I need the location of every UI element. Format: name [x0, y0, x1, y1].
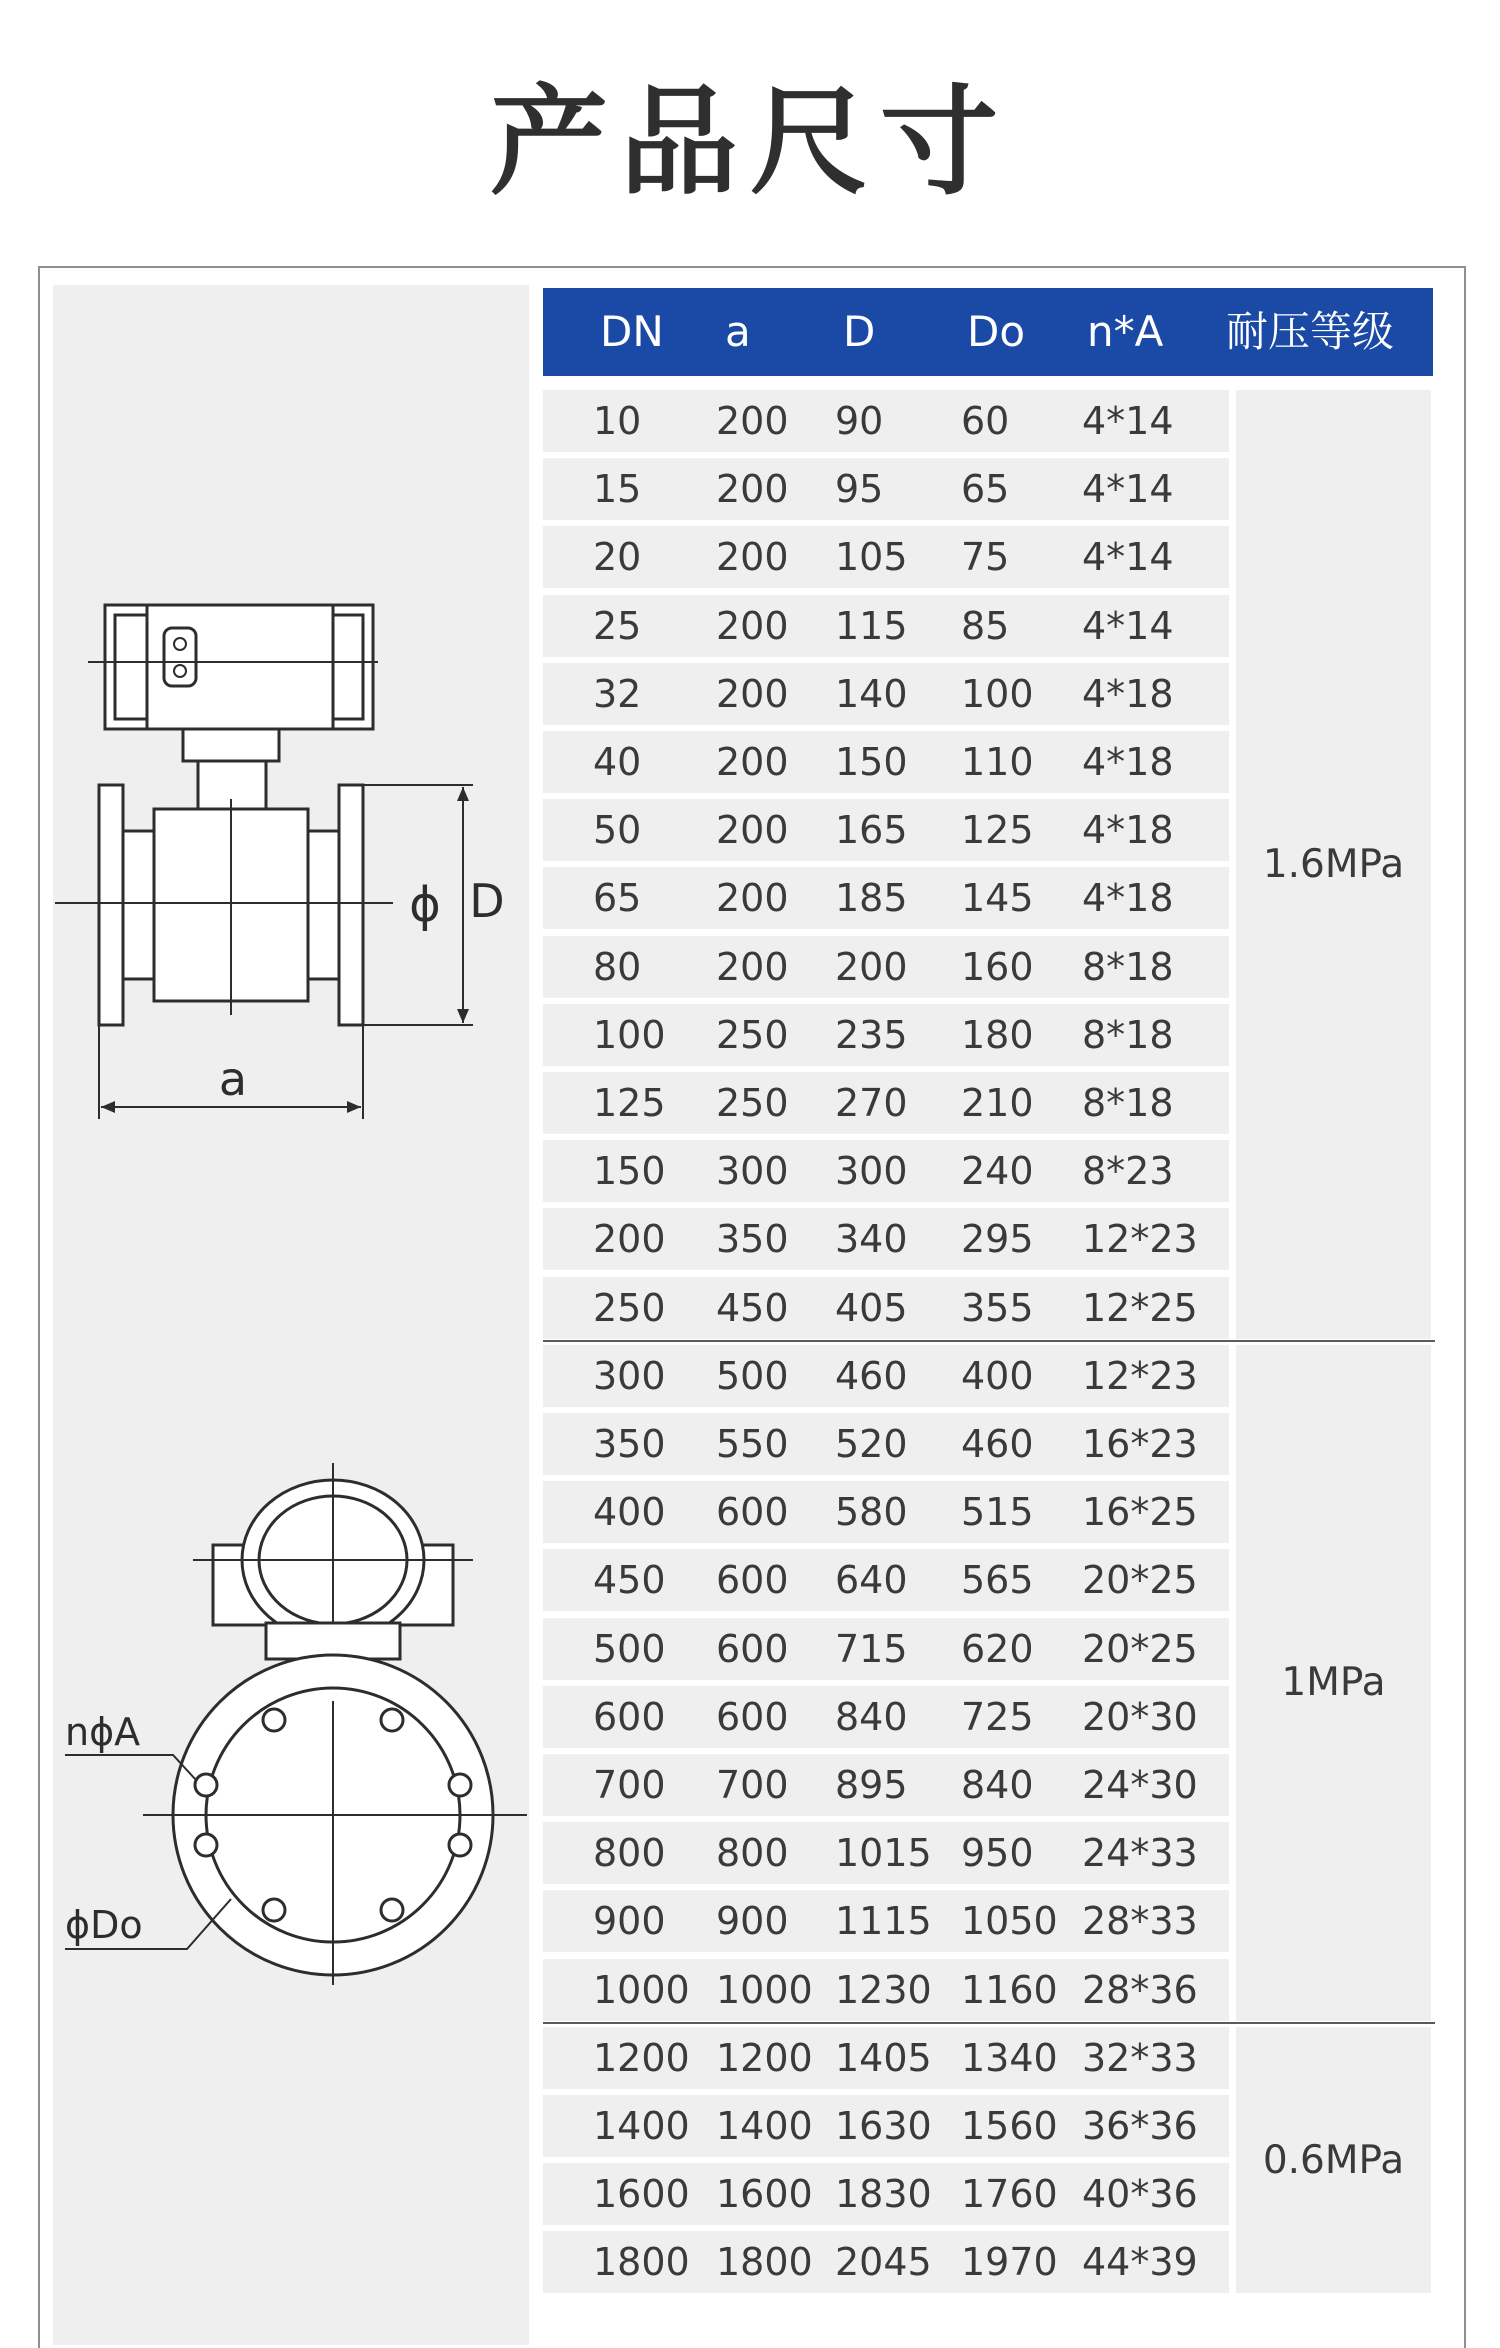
- cell-d: 2045: [835, 2240, 932, 2285]
- pressure-group: [1236, 390, 1431, 1339]
- cell-d: 200: [835, 944, 908, 989]
- cell-a: 300: [716, 1149, 789, 1194]
- cell-a: 200: [716, 876, 789, 921]
- cell-na: 12*25: [1082, 1285, 1198, 1330]
- phi-label: ϕ: [409, 877, 441, 933]
- cell-a: 600: [716, 1694, 789, 1739]
- cell-do: 125: [961, 808, 1034, 853]
- table-row: [543, 2027, 1229, 2089]
- cell-a: 200: [716, 740, 789, 784]
- cell-dn: 400: [593, 1490, 666, 1535]
- header-do: Do: [967, 307, 1026, 356]
- cell-dn: 125: [593, 1081, 666, 1125]
- cell-a: 200: [716, 944, 789, 989]
- cell-do: 400: [961, 1353, 1034, 1398]
- cell-a: 600: [716, 1490, 789, 1535]
- cell-a: 600: [716, 1626, 789, 1671]
- cell-d: 1405: [835, 2035, 932, 2080]
- cell-d: 1230: [835, 1967, 932, 2012]
- cell-na: 20*25: [1082, 1626, 1198, 1671]
- cell-d: 185: [835, 876, 908, 921]
- table-row: [543, 390, 1229, 452]
- left-flange: [99, 785, 123, 1025]
- cell-na: 40*36: [1082, 2172, 1198, 2217]
- table-row: [543, 595, 1229, 657]
- group-divider: [543, 2022, 1435, 2024]
- cell-na: 32*33: [1082, 2035, 1198, 2080]
- cell-dn: 350: [593, 1422, 666, 1466]
- header-na: n*A: [1087, 307, 1164, 356]
- header-pressure: 耐压等级: [1226, 307, 1395, 356]
- cell-na: 4*14: [1082, 603, 1174, 648]
- cell-do: 110: [961, 740, 1034, 784]
- cell-a: 250: [716, 1012, 789, 1057]
- cell-a: 350: [716, 1217, 789, 1262]
- cell-do: 145: [961, 876, 1034, 921]
- table-row: [543, 2095, 1229, 2157]
- table-row: [543, 1754, 1229, 1816]
- group-divider: [543, 1340, 1435, 1342]
- neck: [183, 729, 279, 761]
- cell-na: 36*36: [1082, 2104, 1198, 2148]
- table-row: [543, 2231, 1229, 2293]
- cell-do: 565: [961, 1558, 1034, 1603]
- cell-d: 115: [835, 603, 908, 648]
- cell-na: 8*18: [1082, 944, 1174, 989]
- cell-do: 840: [961, 1763, 1034, 1807]
- cell-do: 1050: [961, 1899, 1058, 1944]
- header-a: a: [725, 307, 751, 356]
- cell-do: 240: [961, 1149, 1034, 1194]
- cell-do: 60: [961, 399, 1010, 443]
- table-row: [543, 731, 1229, 793]
- cell-do: 85: [961, 603, 1010, 648]
- cell-do: 725: [961, 1694, 1034, 1739]
- cell-d: 140: [835, 671, 908, 716]
- cell-d: 105: [835, 535, 908, 580]
- drawing-panel: [53, 285, 529, 2345]
- cell-do: 100: [961, 671, 1034, 716]
- cell-do: 1340: [961, 2035, 1058, 2080]
- cell-dn: 40: [593, 740, 642, 784]
- table-row: [543, 799, 1229, 861]
- table-row: [543, 1140, 1229, 1202]
- cell-do: 180: [961, 1012, 1034, 1057]
- cell-na: 4*18: [1082, 671, 1174, 716]
- cell-do: 65: [961, 467, 1010, 512]
- cell-dn: 1600: [593, 2172, 690, 2217]
- cell-do: 1160: [961, 1967, 1058, 2012]
- cell-a: 1200: [716, 2035, 813, 2080]
- cell-d: 1830: [835, 2172, 932, 2217]
- cell-a: 200: [716, 808, 789, 853]
- cell-a: 550: [716, 1422, 789, 1466]
- cell-na: 4*18: [1082, 808, 1174, 853]
- cell-na: 4*14: [1082, 467, 1174, 512]
- cell-na: 20*25: [1082, 1558, 1198, 1603]
- cell-a: 1400: [716, 2104, 813, 2148]
- right-flange: [339, 785, 363, 1025]
- table-row: [543, 1890, 1229, 1952]
- cell-do: 160: [961, 944, 1034, 989]
- cell-dn: 32: [593, 671, 642, 716]
- cell-na: 12*23: [1082, 1217, 1198, 1262]
- pressure-label: 1.6MPa: [1262, 841, 1405, 887]
- cell-do: 950: [961, 1831, 1034, 1876]
- table-row: [543, 1618, 1229, 1680]
- table-row: [543, 1413, 1229, 1475]
- cell-dn: 300: [593, 1353, 666, 1398]
- cell-dn: 1000: [593, 1967, 690, 2012]
- cell-na: 4*14: [1082, 399, 1174, 443]
- cell-dn: 600: [593, 1694, 666, 1739]
- cell-na: 28*36: [1082, 1967, 1198, 2012]
- cell-a: 800: [716, 1831, 789, 1876]
- cell-a: 250: [716, 1081, 789, 1125]
- cell-a: 450: [716, 1285, 789, 1330]
- pressure-group: [1236, 2027, 1431, 2294]
- cell-a: 500: [716, 1353, 789, 1398]
- cell-na: 4*18: [1082, 740, 1174, 784]
- cell-na: 4*18: [1082, 876, 1174, 921]
- cell-na: 28*33: [1082, 1899, 1198, 1944]
- cell-d: 640: [835, 1558, 908, 1603]
- cell-d: 90: [835, 399, 884, 443]
- cell-na: 20*30: [1082, 1694, 1198, 1739]
- cell-d: 270: [835, 1081, 908, 1125]
- cell-d: 300: [835, 1149, 908, 1194]
- cell-dn: 10: [593, 399, 642, 443]
- table-row: [543, 1959, 1229, 2021]
- cell-na: 12*23: [1082, 1353, 1198, 1398]
- cell-dn: 50: [593, 808, 642, 853]
- front-view: [65, 1463, 527, 1985]
- cell-dn: 1400: [593, 2104, 690, 2148]
- cell-do: 515: [961, 1490, 1034, 1535]
- cell-do: 210: [961, 1081, 1034, 1125]
- table-row: [543, 1822, 1229, 1884]
- cell-d: 95: [835, 467, 884, 512]
- cell-dn: 450: [593, 1558, 666, 1603]
- cell-d: 150: [835, 740, 908, 784]
- table-row: [543, 526, 1229, 588]
- table-row: [543, 1481, 1229, 1543]
- cell-dn: 200: [593, 1217, 666, 1262]
- cell-dn: 700: [593, 1763, 666, 1807]
- pressure-group: [1236, 1345, 1431, 2021]
- cell-dn: 15: [593, 467, 642, 512]
- cell-dn: 800: [593, 1831, 666, 1876]
- cell-d: 165: [835, 808, 908, 853]
- header-d: D: [843, 307, 876, 356]
- cell-d: 715: [835, 1626, 908, 1671]
- cell-d: 1630: [835, 2104, 932, 2148]
- phi-do-label: ϕDo: [65, 1903, 143, 1947]
- cell-a: 600: [716, 1558, 789, 1603]
- cell-dn: 100: [593, 1012, 666, 1057]
- cell-dn: 20: [593, 535, 642, 580]
- cell-dn: 900: [593, 1899, 666, 1944]
- cell-dn: 150: [593, 1149, 666, 1194]
- table-row: [543, 1072, 1229, 1134]
- table-row: [543, 867, 1229, 929]
- table-row: [543, 1277, 1229, 1339]
- cell-d: 340: [835, 1217, 908, 1262]
- table-row: [543, 1549, 1229, 1611]
- cell-d: 235: [835, 1012, 908, 1057]
- cell-d: 895: [835, 1763, 908, 1807]
- table-row: [543, 458, 1229, 520]
- table-row: [543, 663, 1229, 725]
- cell-d: 1015: [835, 1831, 932, 1876]
- cell-dn: 65: [593, 876, 642, 921]
- cell-a: 200: [716, 671, 789, 716]
- cell-a: 700: [716, 1763, 789, 1807]
- side-view: [55, 605, 505, 1119]
- table-row: [543, 1686, 1229, 1748]
- dimension-drawing: [53, 285, 529, 2345]
- cell-do: 1760: [961, 2172, 1058, 2217]
- cell-a: 1800: [716, 2240, 813, 2285]
- cell-do: 295: [961, 1217, 1034, 1262]
- cell-do: 75: [961, 535, 1010, 580]
- pressure-label: 0.6MPa: [1262, 2137, 1405, 2183]
- header-dn: DN: [600, 307, 664, 356]
- cell-a: 200: [716, 399, 789, 443]
- table-row: [543, 1208, 1229, 1270]
- table-row: [543, 2163, 1229, 2225]
- cell-dn: 500: [593, 1626, 666, 1671]
- cell-do: 355: [961, 1285, 1034, 1330]
- cell-d: 1115: [835, 1899, 932, 1944]
- cell-dn: 25: [593, 603, 642, 648]
- cell-na: 16*23: [1082, 1422, 1198, 1466]
- cell-dn: 1800: [593, 2240, 690, 2285]
- cell-na: 16*25: [1082, 1490, 1198, 1535]
- cell-dn: 1200: [593, 2035, 690, 2080]
- cell-do: 1970: [961, 2240, 1058, 2285]
- n-phi-a-label: nϕA: [65, 1710, 141, 1754]
- cell-a: 200: [716, 467, 789, 512]
- cell-na: 4*14: [1082, 535, 1174, 580]
- cell-na: 24*33: [1082, 1831, 1198, 1876]
- cell-do: 460: [961, 1422, 1034, 1466]
- cell-na: 8*23: [1082, 1149, 1174, 1194]
- cell-a: 200: [716, 535, 789, 580]
- cell-na: 8*18: [1082, 1012, 1174, 1057]
- cell-d: 840: [835, 1694, 908, 1739]
- cell-dn: 80: [593, 944, 642, 989]
- cell-d: 580: [835, 1490, 908, 1535]
- cell-dn: 250: [593, 1285, 666, 1330]
- cell-a: 900: [716, 1899, 789, 1944]
- cell-a: 200: [716, 603, 789, 648]
- cell-na: 8*18: [1082, 1081, 1174, 1125]
- cell-na: 44*39: [1082, 2240, 1198, 2285]
- pressure-label: 1MPa: [1281, 1660, 1386, 1706]
- cell-d: 460: [835, 1353, 908, 1398]
- table-row: [543, 936, 1229, 998]
- cell-na: 24*30: [1082, 1763, 1198, 1807]
- cell-do: 1560: [961, 2104, 1058, 2148]
- d-label: D: [469, 874, 505, 928]
- cell-d: 405: [835, 1285, 908, 1330]
- table-row: [543, 1004, 1229, 1066]
- cell-a: 1000: [716, 1967, 813, 2012]
- cell-d: 520: [835, 1422, 908, 1466]
- a-label: a: [218, 1052, 248, 1106]
- cell-a: 1600: [716, 2172, 813, 2217]
- table-row: [543, 1345, 1229, 1407]
- table-header: [543, 288, 1433, 376]
- cell-do: 620: [961, 1626, 1034, 1671]
- page-title: 产品尺寸: [489, 73, 1010, 211]
